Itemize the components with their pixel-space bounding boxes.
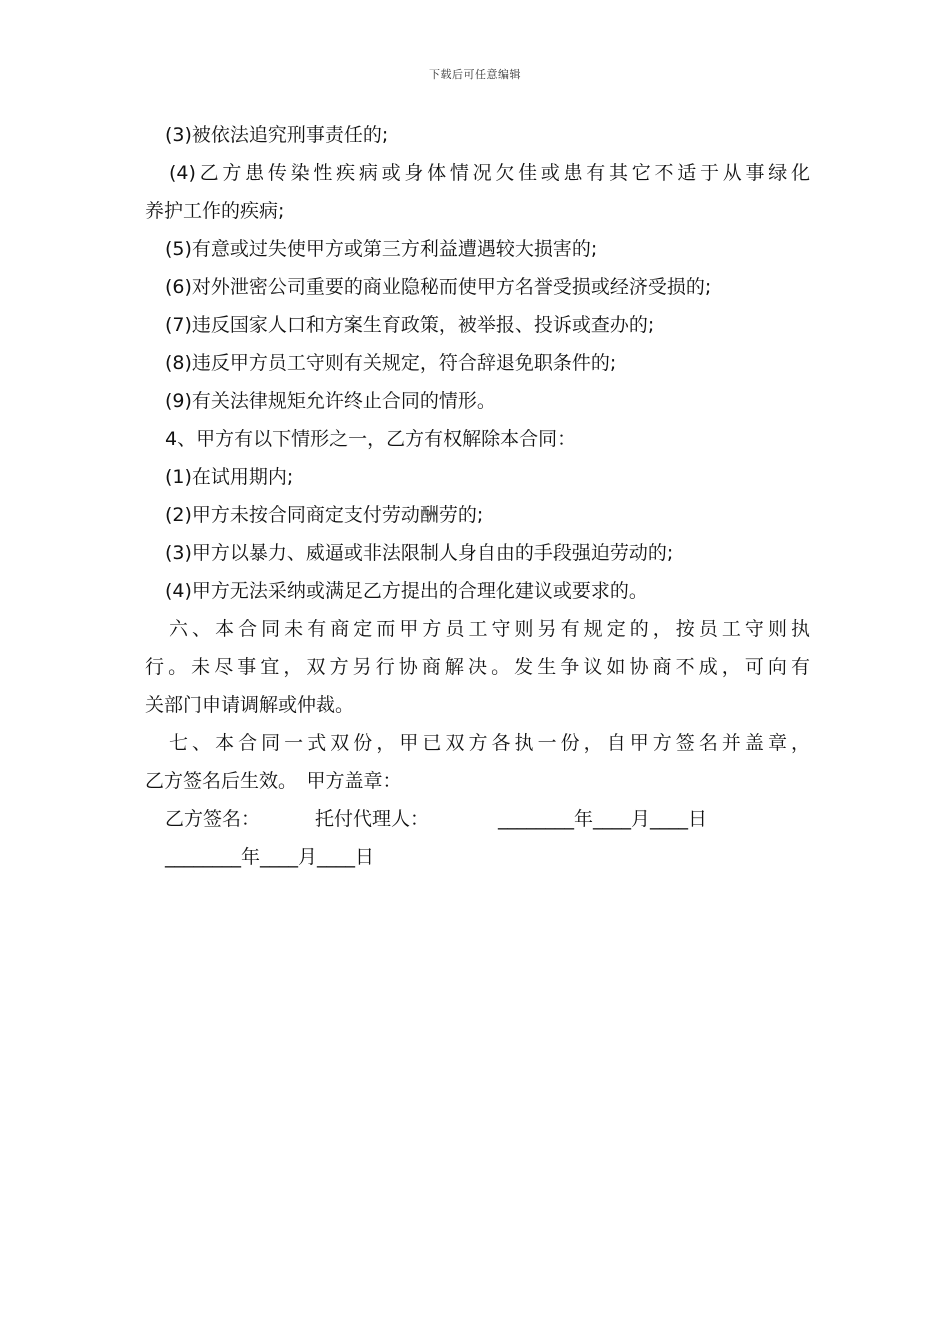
contract-body bbox=[145, 116, 810, 876]
clause-line: (1)在试用期内; bbox=[165, 466, 294, 488]
section-six-line: 六、本合同未有商定而甲方员工守则另有规定的，按员工守则执 bbox=[169, 618, 810, 640]
party-b-signature-label: 乙方签名： bbox=[165, 808, 261, 830]
section-seven-line: 七、本合同一式双份，甲已双方各执一份，自甲方签名并盖章， bbox=[169, 732, 810, 754]
section-six-line: 关部门申请调解或仲裁。 bbox=[145, 694, 355, 716]
clause-line: (3)被依法追究刑事责任的; bbox=[165, 124, 389, 146]
date-line: ________年____月____日 bbox=[498, 808, 708, 830]
clause-line: (9)有关法律规矩允许终止合同的情形。 bbox=[165, 390, 496, 412]
clause-line: (6)对外泄密公司重要的商业隐秘而使甲方名誉受损或经济受损的; bbox=[165, 276, 712, 298]
section-six-line: 行。未尽事宜，双方另行协商解决。发生争议如协商不成，可向有 bbox=[145, 656, 810, 678]
section-seven-line: 乙方签名后生效。 甲方盖章： bbox=[145, 770, 402, 792]
clause-line: (5)有意或过失使甲方或第三方利益遭遇较大损害的; bbox=[165, 238, 598, 260]
clause-line: (4)乙方患传染性疾病或身体情况欠佳或患有其它不适于从事绿化 bbox=[169, 162, 810, 184]
agent-label: 托付代理人： bbox=[315, 808, 430, 830]
clause-line: 养护工作的疾病; bbox=[145, 200, 285, 222]
clause-line: (4)甲方无法采纳或满足乙方提出的合理化建议或要求的。 bbox=[165, 580, 648, 602]
clause-line: (7)违反国家人口和方案生育政策，被举报、投诉或查办的; bbox=[165, 314, 655, 336]
section-heading-4: 4、甲方有以下情形之一，乙方有权解除本合同： bbox=[165, 428, 577, 450]
clause-line: (2)甲方未按合同商定支付劳动酬劳的; bbox=[165, 504, 484, 526]
date-line-row bbox=[145, 838, 810, 876]
date-line: ________年____月____日 bbox=[165, 846, 375, 868]
signature-row bbox=[145, 800, 810, 838]
page-header: 下载后可任意编辑 bbox=[429, 68, 521, 81]
clause-line: (3)甲方以暴力、威逼或非法限制人身自由的手段强迫劳动的; bbox=[165, 542, 674, 564]
clause-line: (8)违反甲方员工守则有关规定，符合辞退免职条件的; bbox=[165, 352, 617, 374]
